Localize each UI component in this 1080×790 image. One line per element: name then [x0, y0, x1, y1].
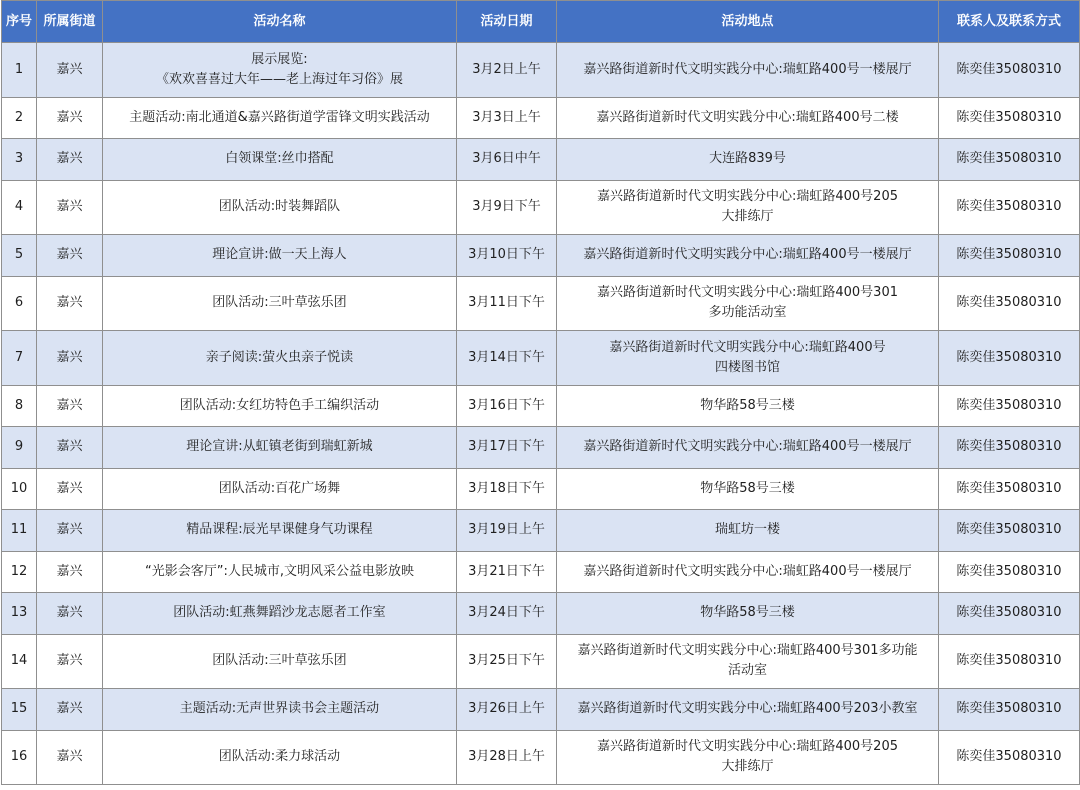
cell-activity-name [103, 331, 457, 386]
cell-activity-date: 3月28日上午 [457, 730, 557, 785]
cell-activity-place-line: 嘉兴路街道新时代文明实践分中心:瑞虹路400号301 [596, 285, 898, 301]
cell-activity-place-line: 物华路58号三楼 [700, 397, 795, 413]
table-row [2, 43, 1080, 98]
cell-activity-date: 3月17日下午 [457, 427, 557, 469]
cell-activity-place [557, 385, 939, 427]
cell-activity-name-line: 白领课堂:丝巾搭配 [225, 151, 334, 167]
cell-activity-name [103, 385, 457, 427]
cell-activity-name [103, 43, 457, 98]
cell-activity-name-line: 团队活动:三叶草弦乐团 [212, 653, 347, 669]
table-row [2, 468, 1080, 510]
cell-street: 嘉兴 [37, 97, 103, 139]
cell-contact: 陈奕佳35080310 [939, 593, 1080, 635]
cell-activity-place-line: 大连路839号 [709, 151, 786, 167]
cell-activity-name [103, 235, 457, 277]
cell-street: 嘉兴 [37, 235, 103, 277]
cell-street: 嘉兴 [37, 385, 103, 427]
cell-activity-date: 3月10日下午 [457, 235, 557, 277]
header-contact: 联系人及联系方式 [939, 1, 1080, 43]
cell-no: 11 [2, 510, 37, 552]
cell-activity-name-line: 主题活动:无声世界读书会主题活动 [179, 701, 380, 717]
cell-street: 嘉兴 [37, 689, 103, 731]
cell-activity-name-line: 《欢欢喜喜过大年——老上海过年习俗》展 [155, 71, 403, 87]
cell-activity-name [103, 510, 457, 552]
cell-activity-date: 3月14日下午 [457, 331, 557, 386]
cell-activity-place [557, 730, 939, 785]
cell-activity-place-line: 嘉兴路街道新时代文明实践分中心:瑞虹路400号 [609, 339, 886, 355]
table-body [2, 43, 1080, 785]
cell-no: 2 [2, 97, 37, 139]
cell-no: 7 [2, 331, 37, 386]
cell-activity-place-line: 大排练厅 [721, 759, 774, 775]
cell-street: 嘉兴 [37, 468, 103, 510]
cell-contact: 陈奕佳35080310 [939, 510, 1080, 552]
cell-no: 8 [2, 385, 37, 427]
cell-contact: 陈奕佳35080310 [939, 235, 1080, 277]
cell-no: 1 [2, 43, 37, 98]
table-row [2, 551, 1080, 593]
cell-activity-name-line: 团队活动:虹燕舞蹈沙龙志愿者工作室 [173, 605, 386, 621]
table-row [2, 180, 1080, 235]
cell-activity-name-line: 团队活动:三叶草弦乐团 [212, 295, 347, 311]
cell-no: 4 [2, 180, 37, 235]
cell-activity-date: 3月24日下午 [457, 593, 557, 635]
table-row [2, 97, 1080, 139]
cell-contact: 陈奕佳35080310 [939, 180, 1080, 235]
cell-activity-place-line: 四楼图书馆 [714, 359, 780, 375]
cell-activity-name [103, 180, 457, 235]
cell-activity-place-line: 嘉兴路街道新时代文明实践分中心:瑞虹路400号301多功能 [577, 643, 918, 659]
cell-activity-place-line: 瑞虹坊一楼 [714, 522, 780, 538]
table-header [2, 1, 1080, 43]
cell-activity-place-line: 嘉兴路街道新时代文明实践分中心:瑞虹路400号一楼展厅 [583, 439, 912, 455]
cell-contact: 陈奕佳35080310 [939, 139, 1080, 181]
cell-contact: 陈奕佳35080310 [939, 385, 1080, 427]
cell-no: 13 [2, 593, 37, 635]
cell-activity-place [557, 689, 939, 731]
cell-activity-date: 3月19日上午 [457, 510, 557, 552]
cell-activity-name-line: 主题活动:南北通道&嘉兴路街道学雷锋文明实践活动 [129, 109, 430, 125]
header-activity-date: 活动日期 [457, 1, 557, 43]
cell-activity-name [103, 139, 457, 181]
table-row [2, 385, 1080, 427]
cell-activity-name [103, 276, 457, 331]
cell-activity-place-line: 活动室 [727, 663, 767, 679]
cell-contact: 陈奕佳35080310 [939, 730, 1080, 785]
cell-contact: 陈奕佳35080310 [939, 97, 1080, 139]
cell-no: 5 [2, 235, 37, 277]
cell-activity-date: 3月18日下午 [457, 468, 557, 510]
table-row [2, 634, 1080, 689]
cell-no: 10 [2, 468, 37, 510]
cell-activity-date: 3月3日上午 [457, 97, 557, 139]
cell-contact: 陈奕佳35080310 [939, 331, 1080, 386]
cell-activity-name-line: 理论宣讲:做一天上海人 [212, 247, 347, 263]
cell-street: 嘉兴 [37, 43, 103, 98]
cell-activity-place-line: 嘉兴路街道新时代文明实践分中心:瑞虹路400号二楼 [596, 109, 899, 125]
cell-activity-name-line: 展示展览: [251, 51, 308, 67]
cell-activity-place-line: 物华路58号三楼 [700, 605, 795, 621]
cell-street: 嘉兴 [37, 427, 103, 469]
cell-activity-place [557, 427, 939, 469]
cell-contact: 陈奕佳35080310 [939, 276, 1080, 331]
table-row [2, 331, 1080, 386]
cell-contact: 陈奕佳35080310 [939, 468, 1080, 510]
cell-activity-place [557, 276, 939, 331]
cell-activity-place-line: 大排练厅 [721, 209, 774, 225]
cell-activity-place-line: 嘉兴路街道新时代文明实践分中心:瑞虹路400号一楼展厅 [583, 247, 912, 263]
cell-activity-date: 3月6日中午 [457, 139, 557, 181]
table-row [2, 276, 1080, 331]
cell-street: 嘉兴 [37, 730, 103, 785]
table-row [2, 689, 1080, 731]
activity-table [1, 0, 1080, 785]
cell-no: 9 [2, 427, 37, 469]
cell-activity-place [557, 43, 939, 98]
cell-activity-place [557, 593, 939, 635]
cell-activity-name [103, 593, 457, 635]
cell-activity-name-line: 亲子阅读:萤火虫亲子悦读 [205, 349, 354, 365]
cell-activity-date: 3月21日下午 [457, 551, 557, 593]
table-row [2, 593, 1080, 635]
cell-contact: 陈奕佳35080310 [939, 689, 1080, 731]
cell-contact: 陈奕佳35080310 [939, 551, 1080, 593]
cell-contact: 陈奕佳35080310 [939, 43, 1080, 98]
cell-activity-name [103, 427, 457, 469]
table-row [2, 510, 1080, 552]
cell-activity-name-line: 团队活动:女红坊特色手工编织活动 [179, 397, 380, 413]
cell-activity-date: 3月25日下午 [457, 634, 557, 689]
cell-activity-place-line: 嘉兴路街道新时代文明实践分中心:瑞虹路400号203小教室 [577, 701, 918, 717]
cell-contact: 陈奕佳35080310 [939, 634, 1080, 689]
cell-no: 16 [2, 730, 37, 785]
header-street: 所属街道 [37, 1, 103, 43]
cell-activity-place [557, 139, 939, 181]
cell-street: 嘉兴 [37, 634, 103, 689]
cell-no: 14 [2, 634, 37, 689]
cell-no: 3 [2, 139, 37, 181]
cell-no: 12 [2, 551, 37, 593]
cell-contact: 陈奕佳35080310 [939, 427, 1080, 469]
header-activity-name: 活动名称 [103, 1, 457, 43]
cell-activity-place-line: 嘉兴路街道新时代文明实践分中心:瑞虹路400号一楼展厅 [583, 563, 912, 579]
cell-activity-date: 3月11日下午 [457, 276, 557, 331]
cell-street: 嘉兴 [37, 276, 103, 331]
cell-no: 15 [2, 689, 37, 731]
cell-street: 嘉兴 [37, 139, 103, 181]
table-row [2, 235, 1080, 277]
cell-activity-name [103, 634, 457, 689]
cell-activity-name-line: 团队活动:柔力球活动 [218, 749, 341, 765]
header-activity-place: 活动地点 [557, 1, 939, 43]
cell-activity-place-line: 嘉兴路街道新时代文明实践分中心:瑞虹路400号205 [596, 189, 898, 205]
cell-activity-date: 3月26日上午 [457, 689, 557, 731]
cell-activity-place-line: 多功能活动室 [708, 305, 787, 321]
cell-activity-place [557, 510, 939, 552]
cell-activity-name-line: 精品课程:辰光早课健身气功课程 [186, 522, 373, 538]
cell-street: 嘉兴 [37, 331, 103, 386]
header-no: 序号 [2, 1, 37, 43]
table-row [2, 730, 1080, 785]
cell-activity-place-line: 嘉兴路街道新时代文明实践分中心:瑞虹路400号205 [596, 739, 898, 755]
cell-street: 嘉兴 [37, 593, 103, 635]
cell-street: 嘉兴 [37, 180, 103, 235]
cell-activity-name [103, 730, 457, 785]
table-row [2, 427, 1080, 469]
cell-activity-place [557, 551, 939, 593]
cell-no: 6 [2, 276, 37, 331]
cell-activity-name-line: 理论宣讲:从虹镇老街到瑞虹新城 [186, 439, 373, 455]
cell-activity-name-line: “光影会客厅”:人民城市,文明风采公益电影放映 [145, 563, 414, 579]
cell-activity-name [103, 551, 457, 593]
cell-activity-name-line: 团队活动:时装舞蹈队 [218, 199, 341, 215]
cell-activity-place [557, 97, 939, 139]
cell-activity-name-line: 团队活动:百花广场舞 [218, 480, 341, 496]
cell-activity-date: 3月2日上午 [457, 43, 557, 98]
header-row [2, 1, 1080, 43]
cell-activity-date: 3月9日下午 [457, 180, 557, 235]
cell-activity-place [557, 235, 939, 277]
table-row [2, 139, 1080, 181]
cell-activity-place [557, 180, 939, 235]
cell-activity-place-line: 物华路58号三楼 [700, 480, 795, 496]
cell-activity-place [557, 634, 939, 689]
cell-activity-name [103, 468, 457, 510]
cell-activity-name [103, 97, 457, 139]
cell-street: 嘉兴 [37, 510, 103, 552]
cell-activity-place-line: 嘉兴路街道新时代文明实践分中心:瑞虹路400号一楼展厅 [583, 61, 912, 77]
cell-activity-place [557, 468, 939, 510]
cell-activity-place [557, 331, 939, 386]
cell-activity-name [103, 689, 457, 731]
cell-activity-date: 3月16日下午 [457, 385, 557, 427]
cell-street: 嘉兴 [37, 551, 103, 593]
